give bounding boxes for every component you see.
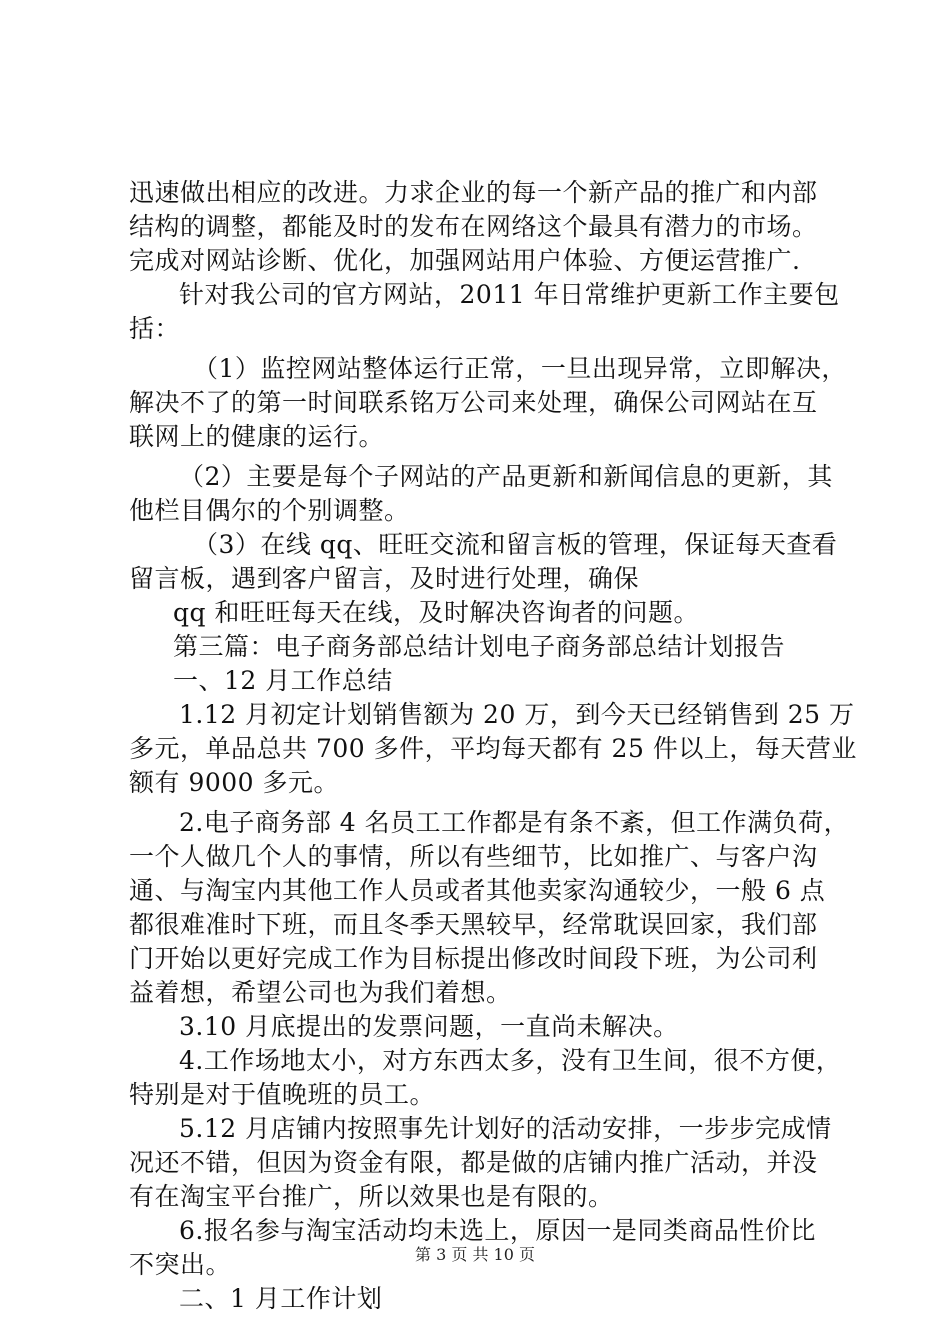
text-line: 他栏目偶尔的个别调整。 (129, 496, 410, 525)
text-line: 有在淘宝平台推广，所以效果也是有限的。 (129, 1182, 614, 1211)
section-heading: 一、12 月工作总结 (173, 666, 393, 695)
text-line: 完成对网站诊断、优化，加强网站用户体验、方便运营推广. (129, 246, 801, 275)
text-line: 都很难准时下班，而且冬季天黑较早，经常耽误回家，我们部 (129, 910, 818, 939)
text-line: 针对我公司的官方网站，2011 年日常维护更新工作主要包 (179, 280, 840, 309)
text-line: 1.12 月初定计划销售额为 20 万，到今天已经销售到 25 万 (179, 700, 855, 729)
text-line: 门开始以更好完成工作为目标提出修改时间段下班，为公司利 (129, 944, 818, 973)
document-body (129, 176, 857, 1316)
text-line: 结构的调整，都能及时的发布在网络这个最具有潜力的市场。 (129, 212, 818, 241)
text-line: （3）在线 qq、旺旺交流和留言板的管理，保证每天查看 (193, 530, 838, 559)
text-line: 4.工作场地太小，对方东西太多，没有卫生间，很不方便， (179, 1046, 842, 1075)
text-line: （1）监控网站整体运行正常，一旦出现异常，立即解决， (193, 354, 847, 383)
text-line: 括： (129, 314, 181, 343)
text-line: 联网上的健康的运行。 (129, 422, 385, 451)
text-line: （2）主要是每个子网站的产品更新和新闻信息的更新，其 (179, 462, 833, 491)
text-line: 2.电子商务部 4 名员工工作都是有条不紊，但工作满负荷， (179, 808, 850, 837)
text-line: 况还不错，但因为资金有限，都是做的店铺内推广活动，并没 (129, 1148, 818, 1177)
text-line: 3.10 月底提出的发票问题，一直尚未解决。 (179, 1012, 679, 1041)
text-line: 不突出。 (129, 1250, 232, 1279)
text-line: 益着想，希望公司也为我们着想。 (129, 978, 512, 1007)
text-line: 通、与淘宝内其他工作人员或者其他卖家沟通较少，一般 6 点 (129, 876, 826, 905)
text-line: 一个人做几个人的事情，所以有些细节，比如推广、与客户沟 (129, 842, 818, 871)
text-line: 额有 9000 多元。 (129, 768, 340, 797)
text-line: 留言板，遇到客户留言，及时进行处理，确保 (129, 564, 640, 593)
text-line: 5.12 月店铺内按照事先计划好的活动安排，一步步完成情 (179, 1114, 832, 1143)
page-number-footer: 第 3 页 共 10 页 (415, 1245, 535, 1264)
text-line: 多元，单品总共 700 多件，平均每天都有 25 件以上，每天营业 (129, 734, 857, 763)
text-line: 特别是对于值晚班的员工。 (129, 1080, 436, 1109)
text-line: 解决不了的第一时间联系铭万公司来处理，确保公司网站在互 (129, 388, 818, 417)
section-heading: 二、1 月工作计划 (179, 1284, 383, 1313)
text-line: qq 和旺旺每天在线，及时解决咨询者的问题。 (173, 598, 699, 627)
section-heading: 第三篇：电子商务部总结计划电子商务部总结计划报告 (173, 632, 786, 661)
text-line: 6.报名参与淘宝活动均未选上，原因一是同类商品性价比 (179, 1216, 816, 1245)
text-line: 迅速做出相应的改进。力求企业的每一个新产品的推广和内部 (129, 178, 818, 207)
